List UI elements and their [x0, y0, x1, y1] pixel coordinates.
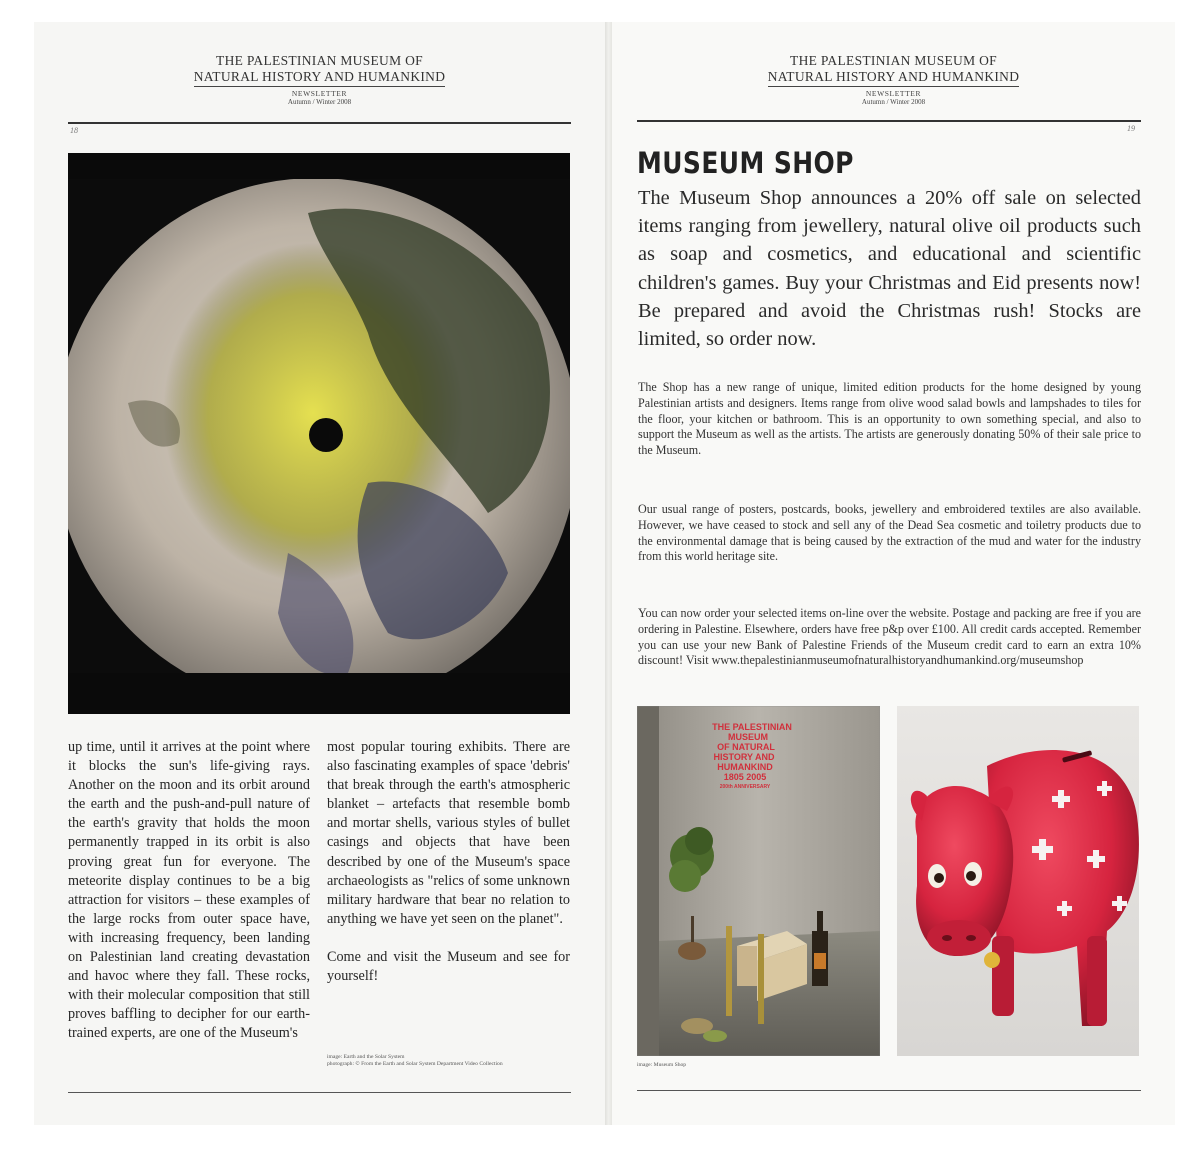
- shop-image-caption: image: Museum Shop: [637, 1062, 687, 1068]
- column-2-text: most popular touring exhibits. There are also fascinating examples of space 'debris' that break through the earth's atmospheric blanket – artefacts that resemble bomb and mortar shells, various styles of bullet casings and objects that have been described by one of the Museum's space archaeologists as "relics of some unknown military hardware that bear no relation to anything we have yet seen on the planet".: [327, 739, 570, 927]
- footer-rule: [68, 1092, 571, 1093]
- image-caption: [327, 1054, 577, 1068]
- body-paragraph-1: The Shop has a new range of unique, limited edition products for the home designed by young Palestinian artists and designers. Items range from olive wood salad bowls and lampshades to tiles for the floor, your kitchen or bathroom. This is an opportunity to own something special, and also to support the Museum as well as the artists. The artists are generously donating 50% of their sale price to the Museum.: [638, 380, 1141, 458]
- wall-sign-line-4: HISTORY AND: [713, 752, 775, 762]
- left-page: [34, 22, 605, 1125]
- masthead-line1: THE PALESTINIAN MUSEUM OF: [216, 53, 423, 68]
- newsletter-season: Autumn / Winter 2008: [287, 98, 352, 106]
- wall-sign-line-7: 200th ANNIVERSARY: [719, 784, 771, 790]
- lead-paragraph: The Museum Shop announces a 20% off sale on selected items ranging from jewellery, natural olive oil products such as soap and cosmetics, and educational and scientific children's games. Buy your Christmas and Eid presents now! Be prepared and avoid the Christmas rush! Stocks are limited, so order now.: [638, 187, 1141, 351]
- column-2-closing: Come and visit the Museum and see for yourself!: [327, 948, 570, 985]
- wall-sign-line-6: 1805 2005: [723, 772, 767, 782]
- header-rule: [637, 120, 1141, 122]
- newsletter-label: NEWSLETTER: [291, 89, 348, 98]
- section-title: MUSEUM SHOP: [637, 146, 854, 180]
- moon-photo: [68, 153, 570, 714]
- wall-sign-line-1: THE PALESTINIAN: [712, 722, 792, 732]
- wall-sign-line-5: HUMANKIND: [717, 762, 773, 772]
- caption-image: image: Earth and the Solar System: [327, 1054, 405, 1060]
- caption-photo: photograph: © From the Earth and Solar System Department Video Collection: [327, 1061, 503, 1067]
- body-paragraph-3: You can now order your selected items on-line over the website. Postage and packing are free if you are ordering in Palestine. Elsewhere, orders have free p&p over £100. All credit cards accepted. Remember you can use your new Bank of Palestine Friends of the Museum credit card to earn an extra 10% discount! Visit www.thepalestinianmuseumofnaturalhistoryandhumankind.org/museumshop: [638, 606, 1141, 668]
- newsletter-season: Autumn / Winter 2008: [861, 98, 926, 106]
- page-number: 18: [70, 126, 78, 135]
- masthead-line2: NATURAL HISTORY AND HUMANKIND: [768, 69, 1020, 87]
- museum-shop-photo: [637, 706, 880, 1056]
- masthead: [612, 53, 1175, 107]
- article-column-1: [68, 738, 310, 1044]
- masthead-line2: NATURAL HISTORY AND HUMANKIND: [194, 69, 446, 87]
- wall-sign-line-3: OF NATURAL: [717, 742, 775, 752]
- body-paragraph-2: Our usual range of posters, postcards, books, jewellery and embroidered textiles are also available. However, we have ceased to stock and sell any of the Dead Sea cosmetic and toiletry products due to the environmental damage that is being caused by the extraction of the mud and water for the industry from this world heritage site.: [638, 502, 1141, 564]
- cow-money-box-photo: [897, 706, 1139, 1056]
- right-page: [612, 22, 1175, 1125]
- wall-sign-line-2: MUSEUM: [728, 732, 768, 742]
- masthead-line1: THE PALESTINIAN MUSEUM OF: [790, 53, 997, 68]
- page-number: 19: [1127, 124, 1135, 133]
- footer-rule: [637, 1090, 1141, 1091]
- newsletter-label: NEWSLETTER: [865, 89, 922, 98]
- header-rule: [68, 122, 571, 124]
- article-column-2: [327, 738, 570, 986]
- column-1-text: up time, until it arrives at the point where it blocks the sun's life-giving rays. Another on the moon and its orbit around the earth and the push-and-pull nature of the earth's gravity that holds the moon permanently trapped in its orbit is also proving great fun for everyone. The meteorite display continues to be a big attraction for visitors – these examples of the large rocks from outer space have, with increasing frequency, been landing on Palestinian land creating devastation and havoc where they fall. These rocks, with their molecular composition that still proves baffling to decipher for our earth-trained experts, are one of the Museum's: [68, 739, 310, 1042]
- masthead: [34, 53, 605, 107]
